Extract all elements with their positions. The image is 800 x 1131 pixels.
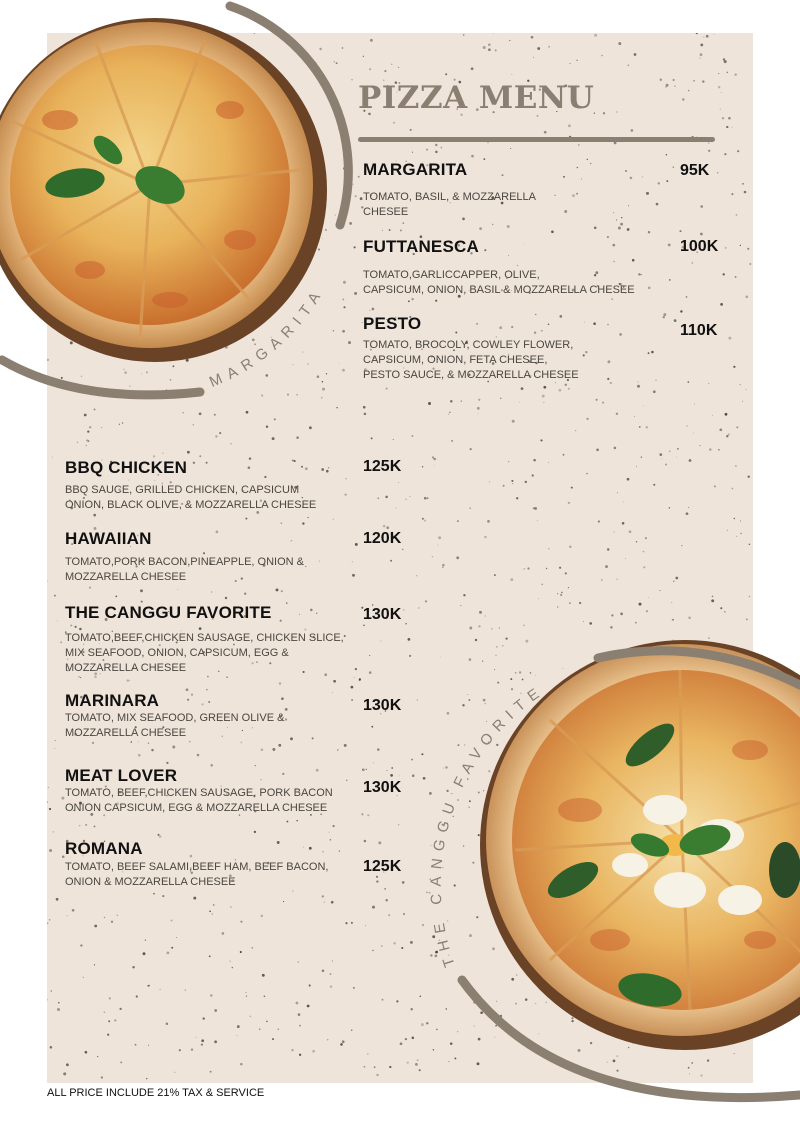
item-name: MARGARITA <box>363 160 468 179</box>
item-price: 110K <box>680 322 718 339</box>
item-description: TOMATO, BASIL, & MOZZARELLA CHESEE <box>363 191 536 218</box>
item-price: 130K <box>363 606 402 623</box>
item-price: 100K <box>680 238 719 255</box>
item-name: PESTO <box>363 314 422 333</box>
item-name: FUTTANESCA <box>363 237 479 256</box>
item-name: HAWAIIAN <box>65 529 152 548</box>
margarita-photo-label: MARGARITA <box>206 283 328 391</box>
item-name: MEAT LOVER <box>65 766 178 785</box>
title-divider <box>358 137 715 142</box>
price-note: ALL PRICE INCLUDE 21% TAX & SERVICE <box>47 1087 265 1099</box>
item-description: TOMATO, MIX SEAFOOD, GREEN OLIVE & MOZZARELLA CHESEE <box>65 712 285 739</box>
item-description: TOMATO,PORK BACON,PINEAPPLE, ONION & MOZZARELLA CHESEE <box>65 556 304 583</box>
item-description: TOMATO, BEEF,CHICKEN SAUSAGE, PORK BACON ONION CAPSICUM, EGG & MOZZARELLA CHESEE <box>65 787 333 814</box>
item-description: TOMATO, BROCOLY, COWLEY FLOWER, CAPSICUM, ONION, FETA CHESEE, PESTO SAUCE, & MOZZARELLA CHESEE <box>363 339 579 381</box>
item-description: BBQ SAUCE, GRILLED CHICKEN, CAPSICUM ONION, BLACK OLIVE, & MOZZARELLA CHESEE <box>65 484 317 511</box>
item-price: 125K <box>363 458 402 475</box>
item-price: 130K <box>363 779 402 796</box>
item-name: THE CANGGU FAVORITE <box>65 603 272 622</box>
item-price: 130K <box>363 697 402 714</box>
item-description: TOMATO, BEEF SALAMI,BEEF HAM, BEEF BACON, ONION & MOZZARELLA CHESEE <box>65 861 329 888</box>
item-name: MARINARA <box>65 691 160 710</box>
menu-title: PIZZA MENU <box>358 80 595 116</box>
item-name: BBQ CHICKEN <box>65 458 188 477</box>
item-price: 125K <box>363 858 402 875</box>
item-price: 95K <box>680 162 710 179</box>
item-name: ROMANA <box>65 839 143 858</box>
item-description: TOMATO,BEEF,CHICKEN SAUSAGE, CHICKEN SLICE, MIX SEAFOOD, ONION, CAPSICUM, EGG & MOZZARELLA CHESEE <box>65 632 344 674</box>
canggu-photo-label: THE CANGGU FAVORITE <box>427 681 549 970</box>
item-price: 120K <box>363 530 402 547</box>
item-description: TOMATO,GARLICCAPPER, OLIVE, CAPSICUM, ONION, BASIL & MOZZARELLA CHESEE <box>363 269 635 296</box>
